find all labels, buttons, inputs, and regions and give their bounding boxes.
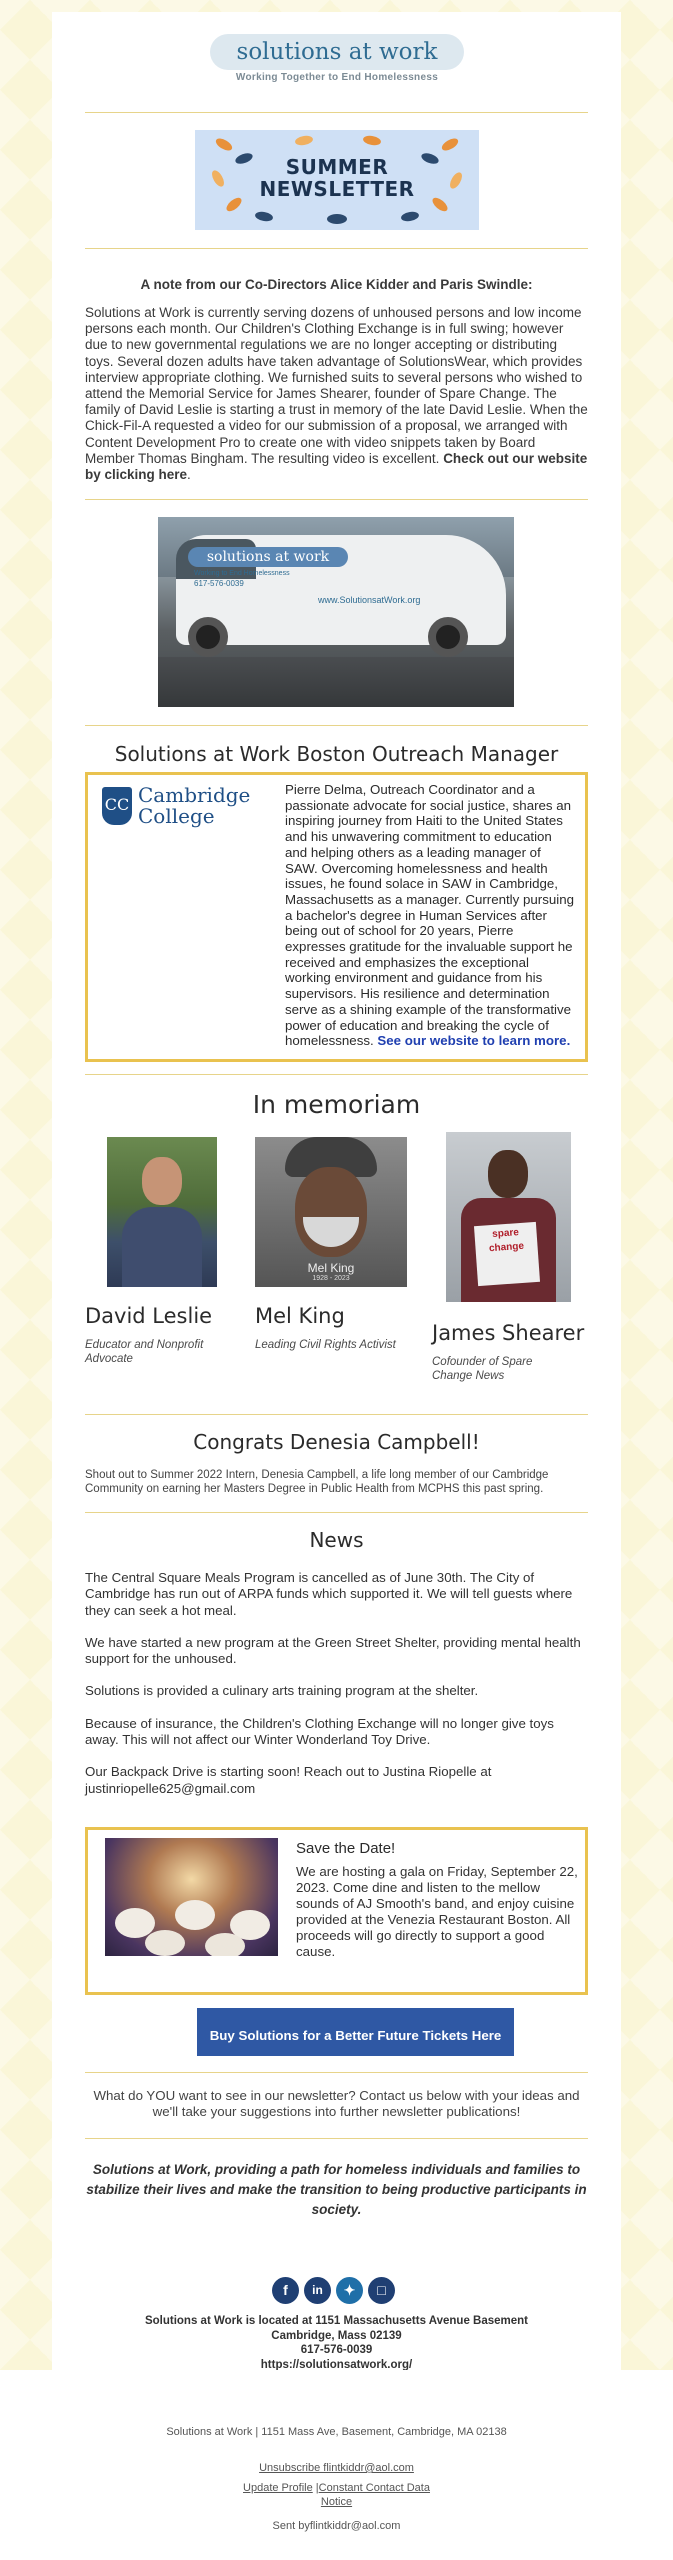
divider xyxy=(85,2072,588,2073)
save-the-date-title: Save the Date! xyxy=(296,1840,396,1857)
divider xyxy=(85,1414,588,1415)
notice-link[interactable]: Notice xyxy=(320,2496,353,2508)
facebook-icon[interactable]: f xyxy=(272,2277,299,2304)
address-website[interactable]: https://solutionsatwork.org/ xyxy=(260,2358,413,2371)
note-text: Solutions at Work is currently serving dozens of unhoused persons and low income persons each month. Our Children's Clothing Exchange is in full swing; however due to new governmental regulations we are no longer accepting or distributing toys. Several dozen adults have taken advantage of SolutionsWear, which provides interview appropriate clothing. We furnished suits to several persons who wished to attend the Memorial Service for James Shearer, founder of Spare Change. The family of David Leslie is starting a trust in memory of the late David Leslie. When the Chick-Fil-A requested a video for our submission of a proposal, we arranged with Content Development Pro to create one with video snippets taken by Board Member Thomas Bingham. The resulting video is excellent. xyxy=(85,305,588,466)
note-end: . xyxy=(187,467,191,483)
linkedin-icon[interactable]: in xyxy=(304,2277,331,2304)
david-leslie-role: Educator and Nonprofit Advocate xyxy=(85,1339,204,1365)
news-heading: News xyxy=(309,1528,364,1552)
logo-line-2: College xyxy=(138,804,215,828)
outreach-box xyxy=(85,772,588,1062)
logo-tagline: Working Together to End Homelessness xyxy=(235,72,439,83)
feedback-text: What do YOU want to see in our newsletter? Contact us below with your ideas and we'll take your suggestions into further newsletter publications! xyxy=(93,2088,580,2119)
david-leslie-photo xyxy=(107,1137,217,1287)
news-item: Our Backpack Drive is starting soon! Reach out to Justina Riopelle at justinriopelle625@gmail.com xyxy=(85,1764,492,1796)
logo-line-1: Cambridge xyxy=(138,783,251,807)
van-logo-text: solutions at work xyxy=(188,547,348,567)
newsletter-card xyxy=(52,12,621,2396)
james-shearer-photo xyxy=(446,1132,571,1302)
congrats-body: Shout out to Summer 2022 Intern, Denesia Campbell, a life long member of our Cambridge Community on earning her Masters Degree in Public Health from MCPHS this past spring. xyxy=(85,1469,549,1495)
cambridge-shield-icon: CC xyxy=(102,787,132,825)
divider xyxy=(85,2138,588,2139)
footer-separator: | xyxy=(312,2482,319,2494)
james-shearer-role: Cofounder of Spare Change News xyxy=(432,1356,533,1382)
address-block xyxy=(85,2314,588,2372)
divider xyxy=(85,499,588,500)
memoriam-heading: In memoriam xyxy=(252,1090,421,1119)
van-url-text: www.SolutionsatWork.org xyxy=(318,595,421,605)
congrats-heading: Congrats Denesia Campbell! xyxy=(193,1430,480,1454)
news-list xyxy=(85,1570,588,1813)
footer-address: Solutions at Work | 1151 Mass Ave, Basement, Cambridge, MA 02138 xyxy=(166,2426,507,2438)
outreach-body: Pierre Delma, Outreach Coordinator and a passionate advocate for social justice, shares an inspiring journey from Haiti to the United States and his unwavering commitment to education and helping others as a leading manager of SAW. Overcoming homelessness and health issues, he found solace in SAW in Cambridge, Massachusetts as a manager. Currently pursuing a bachelor's degree in Human Services after being out of school for 20 years, Pierre expresses gratitude for the invaluable support he received and emphasizes the exceptional working environment and guidance from his supervisors. His resilience and determination serve as a shining example of the transformative power of education and breaking the cycle of homelessness. xyxy=(285,782,574,1049)
sent-by-text: Sent byflintkiddr@aol.com xyxy=(272,2520,401,2532)
outreach-text xyxy=(285,782,577,1049)
unsubscribe-link[interactable]: Unsubscribe flintkiddr@aol.com xyxy=(259,2462,414,2474)
david-leslie-name: David Leslie xyxy=(85,1304,213,1328)
james-shearer-name: James Shearer xyxy=(432,1321,585,1345)
note-title: A note from our Co-Directors Alice Kidder and Paris Swindle: xyxy=(140,277,533,292)
van-photo xyxy=(158,517,514,707)
spare-change-paper: spare change xyxy=(474,1222,540,1286)
email-footer xyxy=(0,2370,673,2560)
save-the-date-body: We are hosting a gala on Friday, September 22, 2023. Come dine and listen to the mellow sounds of AJ Smooth's band, and enjoy cuisine provided at the Venezia Restaurant Boston. All proceeds will go directly to support a good cause. xyxy=(296,1864,578,1959)
constant-contact-data-link[interactable]: Constant Contact Data xyxy=(318,2482,430,2494)
mel-king-caption-name: Mel King xyxy=(307,1261,355,1275)
note-body xyxy=(85,305,588,483)
divider xyxy=(85,1512,588,1513)
mission-statement: Solutions at Work, providing a path for homeless individuals and families to stabilize their lives and make the transition to being productive participants in society. xyxy=(86,2162,587,2217)
news-item: We have started a new program at the Green Street Shelter, providing mental health support for the unhoused. xyxy=(85,1634,581,1667)
divider xyxy=(85,725,588,726)
mel-king-role: Leading Civil Rights Activist xyxy=(255,1339,396,1351)
solutions-at-work-logo[interactable]: solutions at work xyxy=(210,34,464,70)
website-icon[interactable]: □ xyxy=(368,2277,395,2304)
address-line-2: Cambridge, Mass 02139 xyxy=(271,2329,402,2342)
address-phone: 617-576-0039 xyxy=(300,2344,373,2356)
buy-tickets-button[interactable]: Buy Solutions for a Better Future Tickets Here xyxy=(197,2008,514,2056)
save-the-date-box xyxy=(85,1827,588,1995)
gala-venue-photo xyxy=(105,1838,278,1956)
address-line-1: Solutions at Work is located at 1151 Massachusetts Avenue Basement xyxy=(144,2315,529,2327)
news-item: The Central Square Meals Program is cancelled as of June 30th. The City of Cambridge has run out of ARPA funds which supported it. We will tell guests where they can seek a hot meal. xyxy=(85,1570,573,1618)
website-link[interactable]: Check out our website by clicking here xyxy=(85,450,588,483)
van-phone-text: 617-576-0039 xyxy=(194,579,244,588)
mel-king-photo xyxy=(255,1137,407,1287)
divider xyxy=(85,112,588,113)
update-profile-link[interactable]: Update Profile xyxy=(243,2482,313,2494)
summer-newsletter-banner xyxy=(195,130,479,230)
twitter-icon[interactable]: ✦ xyxy=(336,2277,363,2304)
learn-more-link[interactable]: See our website to learn more. xyxy=(377,1033,571,1049)
banner-line-2: NEWSLETTER xyxy=(259,177,415,201)
mel-king-name: Mel King xyxy=(255,1304,345,1328)
mel-king-caption-years: 1928 - 2023 xyxy=(312,1275,350,1282)
news-item: Solutions is provided a culinary arts training program at the shelter. xyxy=(85,1683,479,1699)
divider xyxy=(85,1074,588,1075)
news-item: Because of insurance, the Children's Clothing Exchange will no longer give toys away. This will not affect our Winter Wonderland Toy Drive. xyxy=(85,1715,554,1748)
divider xyxy=(85,248,588,249)
cambridge-college-logo xyxy=(102,785,250,835)
banner-line-1: SUMMER xyxy=(285,155,389,179)
outreach-heading: Solutions at Work Boston Outreach Manager xyxy=(114,742,559,766)
van-tag-text: Working to End Homelessness xyxy=(194,570,290,577)
